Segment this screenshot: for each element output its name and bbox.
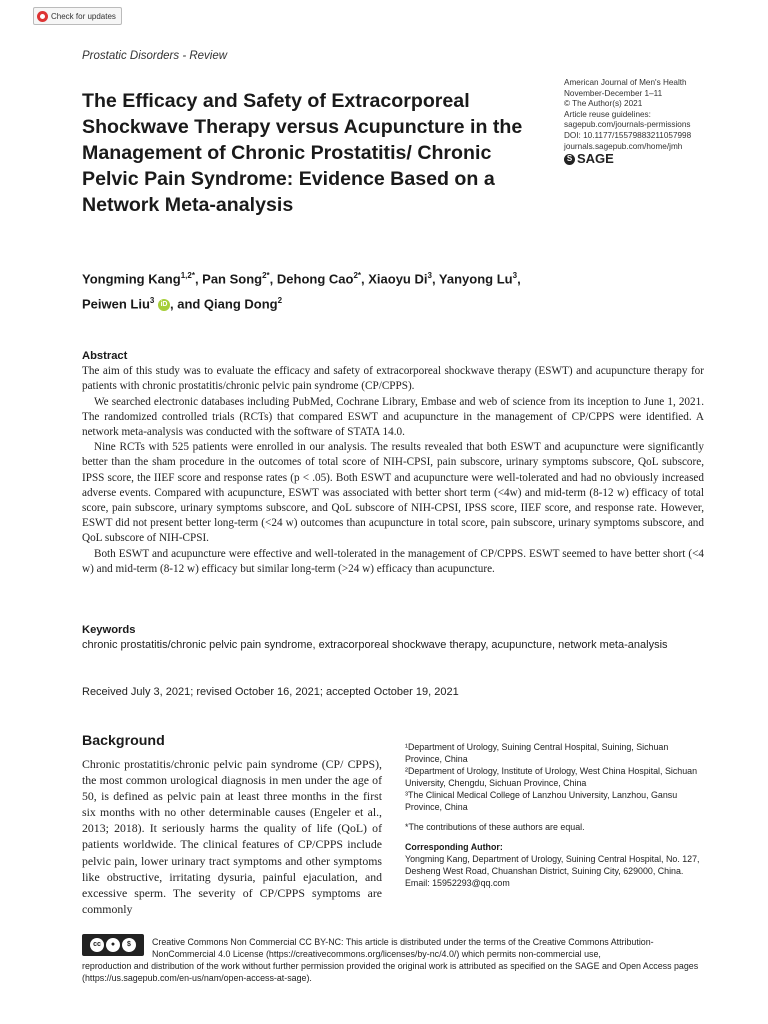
check-for-updates-badge[interactable] — [33, 7, 122, 25]
nc-icon: $ — [122, 938, 136, 952]
check-for-updates-label: Check for updates — [51, 11, 116, 21]
journal-reuse-link[interactable]: sagepub.com/journals-permissions — [564, 120, 691, 130]
abstract-paragraph: We searched electronic databases including PubMed, Cochrane Library, Embase and web of science from its inception to June 1, 2021. The randomized controlled trials (RCTs) that compared ESWT and acupuncture in the management of CP/CPPS were identified. A network meta-analysis was conducted with the software of STATA 14.0. — [82, 395, 704, 439]
background-text — [82, 756, 382, 917]
abstract-heading: Abstract — [82, 350, 128, 362]
by-icon: ● — [106, 938, 120, 952]
article-title: The Efficacy and Safety of Extracorporeal Shockwave Therapy versus Acupuncture in the Management of Chronic Prostatitis/ Chronic Pelvic Pain Syndrome: Evidence Based on a Network Meta-analysis — [82, 90, 523, 216]
orcid-icon[interactable]: iD — [158, 299, 170, 311]
abstract-section — [82, 349, 704, 577]
equal-contribution-note: *The contributions of these authors are equal. — [405, 822, 585, 832]
section-label: Prostatic Disorders - Review — [82, 50, 228, 62]
author-affil: 3 — [149, 296, 155, 306]
author-name: Yongming Kang — [82, 271, 181, 287]
cc-by-nc-logo[interactable] — [82, 934, 144, 956]
affiliations — [405, 741, 705, 889]
author-name: , and Qiang Dong — [169, 296, 278, 312]
affiliation-1: ¹Department of Urology, Suining Central Hospital, Suining, Sichuan Province, China — [405, 742, 669, 764]
cc-icon: cc — [90, 938, 104, 952]
author-name: , Pan Song — [194, 271, 263, 287]
background-paragraph: Chronic prostatitis/chronic pelvic pain syndrome (CP/ CPPS), the most common urological diagnosis in men under the age of 50, is defined as pelvic pain at least three months in the first six months with no other determinable causes (Engeler et al., 2013; 2018). It seriously harms the quality of life (QoL) of patients worldwide. The clinical features of CP/CPPS include pelvic pain, lower urinary tract symptoms and other symptoms like obstructive, irritating dysuria, painful ejaculation, and excessive sperm. The severity of CP/CPPS symptoms are commonly — [82, 757, 382, 916]
journal-reuse: Article reuse guidelines: — [564, 109, 651, 119]
crossmark-icon — [37, 11, 48, 22]
sage-logo — [564, 151, 754, 167]
license-text-2: reproduction and distribution of the work without further permission provided the original work is attributed as specified on the SAGE and Open Access pages (https://us.sagepub.com/en-us/nam/open-access-at-sage). — [82, 961, 699, 983]
affiliation-2: ²Department of Urology, Institute of Urology, West China Hospital, Sichuan University, Chengdu, Sichuan Province, China — [405, 766, 698, 788]
author-affil: 2 — [277, 296, 283, 306]
journal-home-link[interactable]: journals.sagepub.com/home/jmh — [564, 141, 683, 151]
journal-issue: November-December 1–11 — [564, 88, 663, 98]
background-heading: Background — [82, 733, 165, 749]
abstract-paragraph: The aim of this study was to evaluate the efficacy and safety of extracorporeal shockwave therapy (ESWT) and acupuncture therapy for patients with chronic prostatitis/chronic pelvic pain syndrome (CP/CPPS). — [82, 365, 704, 393]
author-affil: 3 — [427, 271, 432, 280]
author-affil: 3 — [512, 271, 518, 280]
abstract-paragraph: Nine RCTs with 525 patients were enrolled in our analysis. The results revealed that both ESWT and acupuncture were significantly better than the sham procedure in the outcomes of total score of NIH-CPSI, pain subscore, urinary symptoms subscore, QoL subscore, IPSS score, the IIEF score and response rates (p < .05). Both ESWT and acupuncture were well-tolerated and had no obviously increased adverse events. Compared with acupuncture, ESWT was associated with better short term (<4w) and mid-term (8-12 w) efficacy of total score, pain subscore, urinary symptoms subscore, and QoL subscore of NIH-CPSI, IPSS score, IIEF score, and response rate. However, ESWT did not present better long-term (<24 w) outcomes than acupuncture in total score, pain subscore, urinary symptoms subscore, and QoL subscore of NIH-CPSI. — [82, 441, 704, 545]
journal-info — [564, 78, 754, 165]
author-separator: , — [517, 271, 521, 287]
sage-label: SAGE — [577, 151, 614, 167]
keywords-text: chronic prostatitis/chronic pelvic pain syndrome, extracorporeal shockwave therapy, acupuncture, network meta-analysis — [82, 639, 668, 651]
sage-icon: S — [564, 154, 575, 165]
author-name: , Dehong Cao — [269, 271, 354, 287]
journal-name: American Journal of Men's Health — [564, 78, 687, 87]
corresponding-author-text: Yongming Kang, Department of Urology, Suining Central Hospital, No. 127, Desheng West Road, Chuanshan District, Suining City, 629000, China. — [405, 854, 700, 876]
journal-doi[interactable]: DOI: 10.1177/15579883211057998 — [564, 130, 692, 140]
author-affil: 1,2* — [180, 271, 195, 280]
license-text-1: Creative Commons Non Commercial CC BY-NC: This article is distributed under the terms of the Creative Commons Attribution-NonCommercial 4.0 License (https://creativecommons.org/licenses/by-nc/4.0/) which permits non-commercial use, — [152, 937, 654, 959]
keywords-heading: Keywords — [82, 624, 136, 636]
author-name: Peiwen Liu — [82, 296, 150, 312]
author-name: , Xiaoyu Di — [361, 271, 428, 287]
abstract-paragraph: Both ESWT and acupuncture were effective and well-tolerated in the management of CP/CPPS. ESWT seemed to have better short (<4 w) and mid-term (8-12 w) efficacy but similar long-term (>24 w) efficacy than acupuncture. — [82, 547, 704, 575]
author-list — [82, 265, 682, 316]
journal-copyright: © The Author(s) 2021 — [564, 99, 643, 109]
author-name: , Yanyong Lu — [431, 271, 513, 287]
corresponding-author-heading: Corresponding Author: — [405, 842, 503, 852]
author-affil: 2* — [262, 271, 270, 280]
received-dates: Received July 3, 2021; revised October 16, 2021; accepted October 19, 2021 — [82, 686, 459, 698]
author-affil: 2* — [353, 271, 362, 280]
corresponding-author-email[interactable]: Email: 15952293@qq.com — [405, 878, 510, 888]
affiliation-3: ³The Clinical Medical College of Lanzhou University, Lanzhou, Gansu Province, China — [405, 790, 678, 812]
keywords-section — [82, 623, 704, 653]
